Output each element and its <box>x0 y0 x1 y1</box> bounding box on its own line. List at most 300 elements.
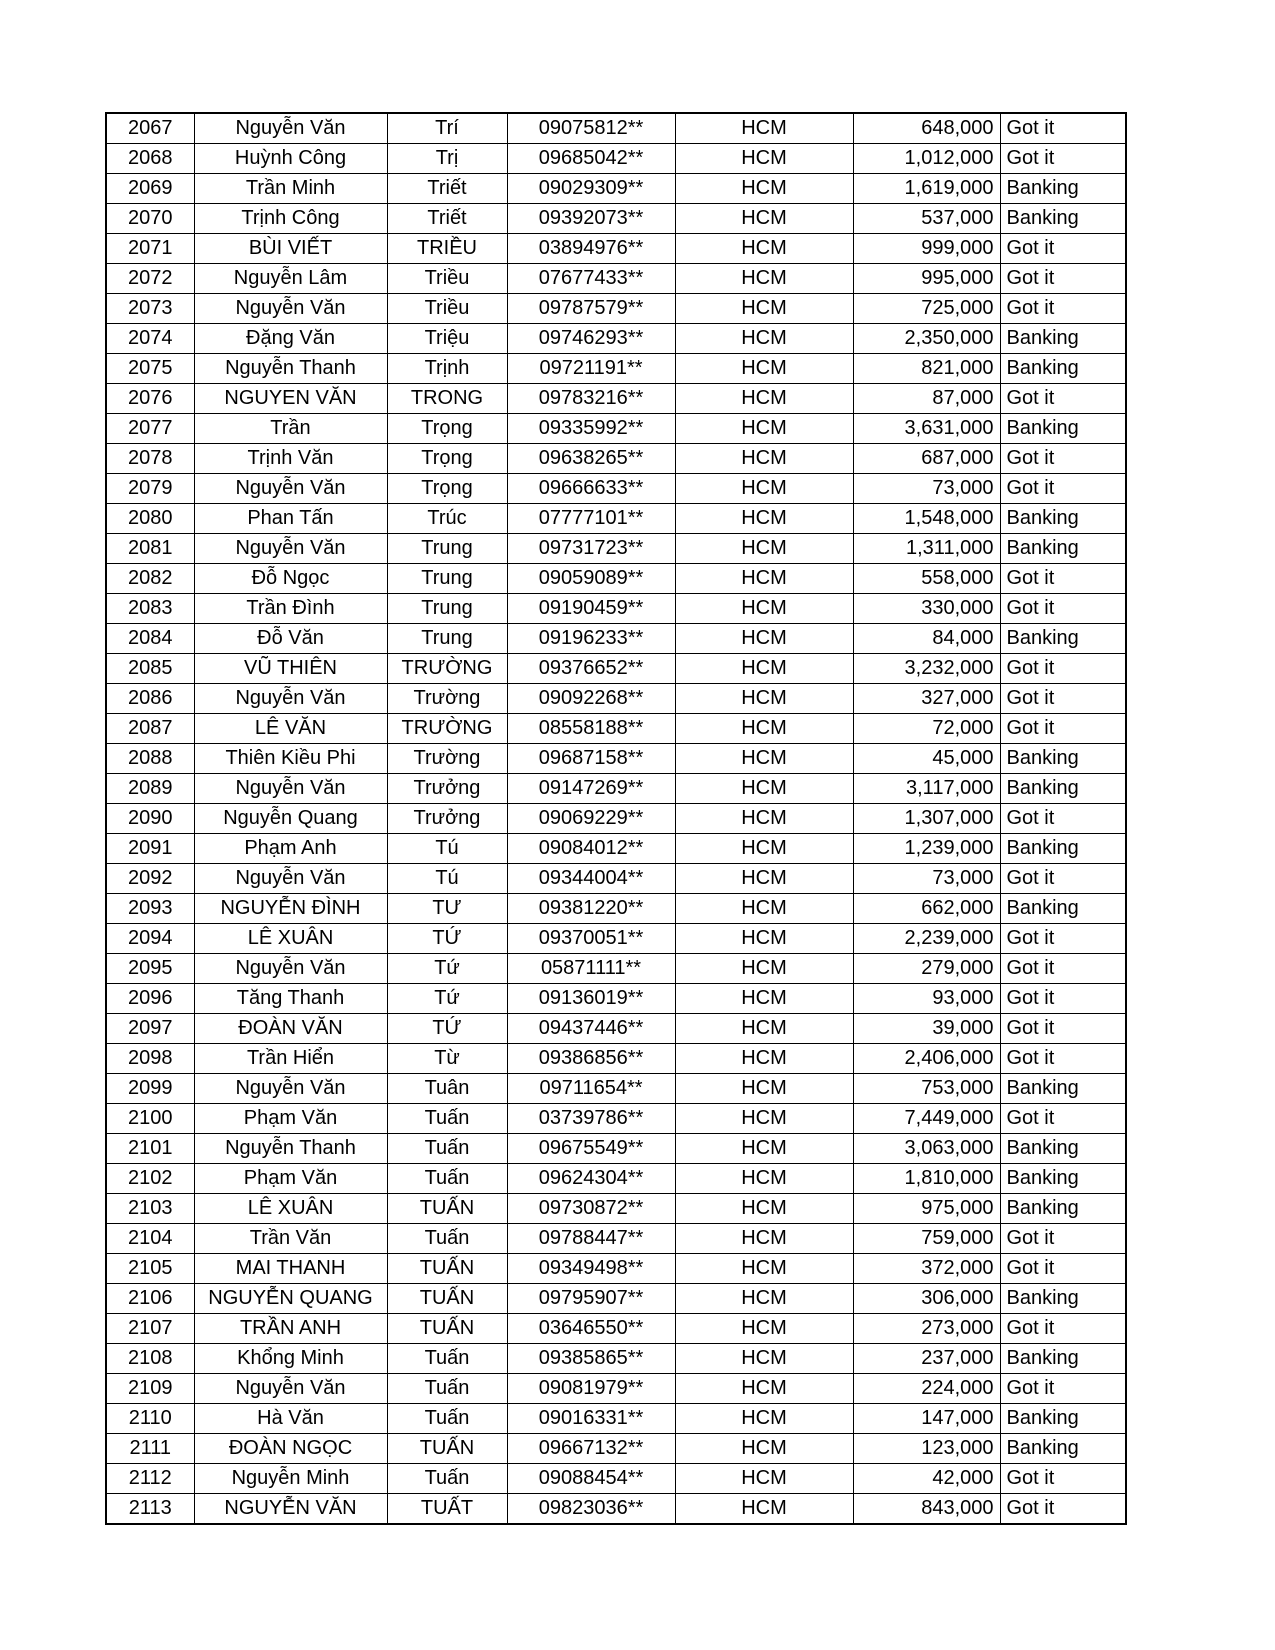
cell-surname: Phạm Văn <box>194 1164 387 1194</box>
cell-method: Got it <box>1000 1044 1126 1074</box>
cell-given-name: Trưởng <box>387 774 507 804</box>
cell-index: 2079 <box>106 474 194 504</box>
cell-method: Banking <box>1000 834 1126 864</box>
cell-surname: LÊ XUÂN <box>194 1194 387 1224</box>
cell-surname: Phạm Văn <box>194 1104 387 1134</box>
cell-index: 2097 <box>106 1014 194 1044</box>
cell-phone: 09081979** <box>507 1374 675 1404</box>
cell-city: HCM <box>675 564 853 594</box>
table-row <box>106 444 1126 474</box>
cell-method: Got it <box>1000 1314 1126 1344</box>
cell-index: 2095 <box>106 954 194 984</box>
cell-method: Got it <box>1000 113 1126 144</box>
cell-city: HCM <box>675 234 853 264</box>
cell-city: HCM <box>675 1284 853 1314</box>
cell-index: 2084 <box>106 624 194 654</box>
cell-method: Got it <box>1000 1374 1126 1404</box>
cell-method: Got it <box>1000 264 1126 294</box>
cell-phone: 09746293** <box>507 324 675 354</box>
cell-index: 2110 <box>106 1404 194 1434</box>
cell-index: 2069 <box>106 174 194 204</box>
cell-given-name: Trưởng <box>387 804 507 834</box>
cell-given-name: Trí <box>387 113 507 144</box>
cell-method: Got it <box>1000 594 1126 624</box>
table-row <box>106 714 1126 744</box>
cell-amount: 975,000 <box>853 1194 1000 1224</box>
cell-index: 2107 <box>106 1314 194 1344</box>
cell-city: HCM <box>675 1314 853 1344</box>
cell-amount: 330,000 <box>853 594 1000 624</box>
cell-phone: 09196233** <box>507 624 675 654</box>
cell-city: HCM <box>675 1164 853 1194</box>
cell-given-name: Tuấn <box>387 1374 507 1404</box>
cell-given-name: TUẤN <box>387 1314 507 1344</box>
cell-city: HCM <box>675 534 853 564</box>
table-row <box>106 354 1126 384</box>
cell-city: HCM <box>675 264 853 294</box>
cell-surname: MAI THANH <box>194 1254 387 1284</box>
cell-given-name: Trung <box>387 594 507 624</box>
cell-phone: 03739786** <box>507 1104 675 1134</box>
cell-given-name: Tuấn <box>387 1464 507 1494</box>
cell-city: HCM <box>675 894 853 924</box>
cell-phone: 03646550** <box>507 1314 675 1344</box>
table-row <box>106 1404 1126 1434</box>
cell-city: HCM <box>675 474 853 504</box>
table-row <box>106 204 1126 234</box>
cell-amount: 725,000 <box>853 294 1000 324</box>
cell-amount: 279,000 <box>853 954 1000 984</box>
cell-method: Got it <box>1000 984 1126 1014</box>
cell-index: 2089 <box>106 774 194 804</box>
cell-surname: Nguyễn Lâm <box>194 264 387 294</box>
cell-phone: 09783216** <box>507 384 675 414</box>
cell-phone: 09687158** <box>507 744 675 774</box>
table-row <box>106 1494 1126 1525</box>
table-row <box>106 1464 1126 1494</box>
cell-given-name: Tuân <box>387 1074 507 1104</box>
cell-phone: 09787579** <box>507 294 675 324</box>
cell-index: 2083 <box>106 594 194 624</box>
cell-amount: 1,548,000 <box>853 504 1000 534</box>
cell-index: 2070 <box>106 204 194 234</box>
cell-phone: 09381220** <box>507 894 675 924</box>
cell-index: 2091 <box>106 834 194 864</box>
cell-index: 2101 <box>106 1134 194 1164</box>
cell-amount: 327,000 <box>853 684 1000 714</box>
cell-method: Got it <box>1000 804 1126 834</box>
cell-index: 2094 <box>106 924 194 954</box>
cell-city: HCM <box>675 1224 853 1254</box>
cell-city: HCM <box>675 834 853 864</box>
cell-surname: BÙI VIẾT <box>194 234 387 264</box>
cell-city: HCM <box>675 924 853 954</box>
cell-surname: Nguyễn Văn <box>194 954 387 984</box>
cell-given-name: Trường <box>387 684 507 714</box>
cell-phone: 08558188** <box>507 714 675 744</box>
cell-city: HCM <box>675 414 853 444</box>
cell-surname: Nguyễn Văn <box>194 684 387 714</box>
cell-surname: Thiên Kiều Phi <box>194 744 387 774</box>
cell-phone: 03894976** <box>507 234 675 264</box>
cell-phone: 09029309** <box>507 174 675 204</box>
cell-method: Got it <box>1000 1464 1126 1494</box>
cell-surname: Tăng Thanh <box>194 984 387 1014</box>
cell-given-name: Trịnh <box>387 354 507 384</box>
cell-index: 2077 <box>106 414 194 444</box>
cell-method: Got it <box>1000 1254 1126 1284</box>
cell-amount: 147,000 <box>853 1404 1000 1434</box>
cell-given-name: Từ <box>387 1044 507 1074</box>
cell-amount: 237,000 <box>853 1344 1000 1374</box>
cell-phone: 09349498** <box>507 1254 675 1284</box>
cell-surname: Nguyễn Văn <box>194 294 387 324</box>
cell-method: Banking <box>1000 1164 1126 1194</box>
cell-amount: 3,117,000 <box>853 774 1000 804</box>
cell-amount: 687,000 <box>853 444 1000 474</box>
table-row <box>106 804 1126 834</box>
cell-method: Got it <box>1000 924 1126 954</box>
cell-method: Got it <box>1000 684 1126 714</box>
cell-city: HCM <box>675 1254 853 1284</box>
table-row <box>106 1044 1126 1074</box>
cell-amount: 1,810,000 <box>853 1164 1000 1194</box>
cell-phone: 09675549** <box>507 1134 675 1164</box>
cell-given-name: TRONG <box>387 384 507 414</box>
cell-index: 2103 <box>106 1194 194 1224</box>
cell-given-name: Trị <box>387 144 507 174</box>
cell-surname: Nguyễn Văn <box>194 864 387 894</box>
cell-given-name: Tú <box>387 864 507 894</box>
cell-amount: 759,000 <box>853 1224 1000 1254</box>
cell-surname: NGUYỄN VĂN <box>194 1494 387 1525</box>
cell-given-name: Trung <box>387 564 507 594</box>
cell-city: HCM <box>675 1194 853 1224</box>
cell-method: Got it <box>1000 444 1126 474</box>
cell-method: Got it <box>1000 564 1126 594</box>
cell-index: 2099 <box>106 1074 194 1104</box>
cell-method: Banking <box>1000 774 1126 804</box>
cell-index: 2112 <box>106 1464 194 1494</box>
cell-index: 2096 <box>106 984 194 1014</box>
cell-surname: Nguyễn Minh <box>194 1464 387 1494</box>
cell-surname: Nguyễn Văn <box>194 1374 387 1404</box>
cell-given-name: TỨ <box>387 1014 507 1044</box>
table-row <box>106 654 1126 684</box>
cell-method: Banking <box>1000 504 1126 534</box>
cell-city: HCM <box>675 864 853 894</box>
table-row <box>106 924 1126 954</box>
cell-index: 2109 <box>106 1374 194 1404</box>
table-row <box>106 1074 1126 1104</box>
cell-method: Banking <box>1000 1344 1126 1374</box>
cell-index: 2111 <box>106 1434 194 1464</box>
cell-index: 2068 <box>106 144 194 174</box>
cell-amount: 2,239,000 <box>853 924 1000 954</box>
cell-given-name: Trọng <box>387 444 507 474</box>
cell-given-name: TUẤN <box>387 1194 507 1224</box>
cell-city: HCM <box>675 1104 853 1134</box>
cell-index: 2080 <box>106 504 194 534</box>
cell-phone: 09088454** <box>507 1464 675 1494</box>
cell-amount: 372,000 <box>853 1254 1000 1284</box>
cell-index: 2092 <box>106 864 194 894</box>
table-row <box>106 984 1126 1014</box>
cell-given-name: TUẤN <box>387 1284 507 1314</box>
cell-amount: 537,000 <box>853 204 1000 234</box>
cell-index: 2081 <box>106 534 194 564</box>
cell-surname: Trần Văn <box>194 1224 387 1254</box>
cell-index: 2076 <box>106 384 194 414</box>
table-row <box>106 684 1126 714</box>
cell-phone: 09147269** <box>507 774 675 804</box>
cell-surname: Trịnh Văn <box>194 444 387 474</box>
cell-given-name: Trung <box>387 534 507 564</box>
cell-index: 2105 <box>106 1254 194 1284</box>
cell-index: 2088 <box>106 744 194 774</box>
cell-city: HCM <box>675 774 853 804</box>
cell-amount: 558,000 <box>853 564 1000 594</box>
table-row <box>106 894 1126 924</box>
cell-city: HCM <box>675 1044 853 1074</box>
table-row <box>106 174 1126 204</box>
table-row <box>106 1254 1126 1284</box>
cell-surname: Hà Văn <box>194 1404 387 1434</box>
cell-city: HCM <box>675 504 853 534</box>
cell-method: Banking <box>1000 354 1126 384</box>
table-row <box>106 414 1126 444</box>
table-row <box>106 1344 1126 1374</box>
cell-phone: 07777101** <box>507 504 675 534</box>
cell-method: Banking <box>1000 1194 1126 1224</box>
cell-amount: 306,000 <box>853 1284 1000 1314</box>
cell-method: Got it <box>1000 954 1126 984</box>
cell-index: 2086 <box>106 684 194 714</box>
cell-method: Got it <box>1000 144 1126 174</box>
cell-surname: VŨ THIÊN <box>194 654 387 684</box>
cell-method: Got it <box>1000 1494 1126 1525</box>
table-row <box>106 1224 1126 1254</box>
cell-amount: 1,311,000 <box>853 534 1000 564</box>
cell-given-name: Tứ <box>387 984 507 1014</box>
cell-city: HCM <box>675 1494 853 1525</box>
cell-surname: Nguyễn Thanh <box>194 1134 387 1164</box>
table-row <box>106 774 1126 804</box>
cell-city: HCM <box>675 624 853 654</box>
cell-index: 2075 <box>106 354 194 384</box>
cell-surname: Nguyễn Văn <box>194 774 387 804</box>
cell-given-name: Trọng <box>387 474 507 504</box>
cell-phone: 09016331** <box>507 1404 675 1434</box>
cell-method: Got it <box>1000 234 1126 264</box>
cell-amount: 995,000 <box>853 264 1000 294</box>
cell-city: HCM <box>675 804 853 834</box>
cell-phone: 09335992** <box>507 414 675 444</box>
cell-surname: Huỳnh Công <box>194 144 387 174</box>
cell-city: HCM <box>675 384 853 414</box>
cell-city: HCM <box>675 444 853 474</box>
cell-index: 2108 <box>106 1344 194 1374</box>
cell-surname: LÊ VĂN <box>194 714 387 744</box>
cell-index: 2071 <box>106 234 194 264</box>
cell-phone: 09685042** <box>507 144 675 174</box>
cell-method: Banking <box>1000 534 1126 564</box>
cell-surname: Đỗ Văn <box>194 624 387 654</box>
cell-method: Got it <box>1000 654 1126 684</box>
cell-city: HCM <box>675 113 853 144</box>
cell-method: Got it <box>1000 1014 1126 1044</box>
cell-method: Got it <box>1000 864 1126 894</box>
cell-given-name: TRƯỜNG <box>387 714 507 744</box>
cell-city: HCM <box>675 1344 853 1374</box>
cell-amount: 7,449,000 <box>853 1104 1000 1134</box>
cell-given-name: Tuấn <box>387 1134 507 1164</box>
cell-surname: ĐOÀN VĂN <box>194 1014 387 1044</box>
cell-phone: 09437446** <box>507 1014 675 1044</box>
cell-surname: Nguyễn Thanh <box>194 354 387 384</box>
cell-amount: 42,000 <box>853 1464 1000 1494</box>
cell-given-name: Tuấn <box>387 1104 507 1134</box>
table-row <box>106 564 1126 594</box>
table-row <box>106 1014 1126 1044</box>
cell-city: HCM <box>675 1014 853 1044</box>
cell-surname: Đỗ Ngọc <box>194 564 387 594</box>
table-row <box>106 113 1126 144</box>
cell-index: 2074 <box>106 324 194 354</box>
cell-given-name: Tú <box>387 834 507 864</box>
cell-city: HCM <box>675 204 853 234</box>
cell-method: Banking <box>1000 894 1126 924</box>
cell-given-name: Trường <box>387 744 507 774</box>
cell-phone: 09721191** <box>507 354 675 384</box>
cell-amount: 662,000 <box>853 894 1000 924</box>
cell-method: Got it <box>1000 1224 1126 1254</box>
cell-phone: 09392073** <box>507 204 675 234</box>
cell-phone: 09667132** <box>507 1434 675 1464</box>
cell-surname: NGUYỄN QUANG <box>194 1284 387 1314</box>
cell-amount: 87,000 <box>853 384 1000 414</box>
cell-given-name: TUẤN <box>387 1434 507 1464</box>
table-row <box>106 1194 1126 1224</box>
cell-phone: 09069229** <box>507 804 675 834</box>
table-row <box>106 594 1126 624</box>
cell-amount: 84,000 <box>853 624 1000 654</box>
cell-surname: Đặng Văn <box>194 324 387 354</box>
cell-phone: 09730872** <box>507 1194 675 1224</box>
cell-amount: 843,000 <box>853 1494 1000 1525</box>
cell-method: Got it <box>1000 1104 1126 1134</box>
cell-index: 2113 <box>106 1494 194 1525</box>
cell-phone: 09136019** <box>507 984 675 1014</box>
cell-amount: 73,000 <box>853 864 1000 894</box>
cell-city: HCM <box>675 1074 853 1104</box>
cell-phone: 09386856** <box>507 1044 675 1074</box>
cell-given-name: TRƯỜNG <box>387 654 507 684</box>
cell-index: 2087 <box>106 714 194 744</box>
cell-phone: 09059089** <box>507 564 675 594</box>
cell-given-name: TỨ <box>387 924 507 954</box>
cell-amount: 1,619,000 <box>853 174 1000 204</box>
cell-phone: 09823036** <box>507 1494 675 1525</box>
cell-city: HCM <box>675 954 853 984</box>
cell-phone: 09376652** <box>507 654 675 684</box>
cell-amount: 1,307,000 <box>853 804 1000 834</box>
cell-index: 2098 <box>106 1044 194 1074</box>
cell-amount: 648,000 <box>853 113 1000 144</box>
cell-phone: 09788447** <box>507 1224 675 1254</box>
cell-index: 2067 <box>106 113 194 144</box>
table-row <box>106 1284 1126 1314</box>
cell-given-name: Tuấn <box>387 1404 507 1434</box>
cell-method: Banking <box>1000 174 1126 204</box>
cell-method: Got it <box>1000 294 1126 324</box>
table-row <box>106 324 1126 354</box>
cell-amount: 39,000 <box>853 1014 1000 1044</box>
table-row <box>106 834 1126 864</box>
cell-surname: Trần <box>194 414 387 444</box>
table-row <box>106 1134 1126 1164</box>
cell-surname: Nguyễn Văn <box>194 474 387 504</box>
cell-index: 2090 <box>106 804 194 834</box>
table-row <box>106 1164 1126 1194</box>
cell-phone: 09370051** <box>507 924 675 954</box>
cell-given-name: Triều <box>387 294 507 324</box>
cell-phone: 09092268** <box>507 684 675 714</box>
cell-method: Banking <box>1000 1134 1126 1164</box>
table-row <box>106 474 1126 504</box>
cell-phone: 09731723** <box>507 534 675 564</box>
cell-city: HCM <box>675 324 853 354</box>
cell-method: Got it <box>1000 714 1126 744</box>
cell-city: HCM <box>675 1434 853 1464</box>
cell-amount: 3,063,000 <box>853 1134 1000 1164</box>
cell-amount: 2,406,000 <box>853 1044 1000 1074</box>
cell-index: 2082 <box>106 564 194 594</box>
cell-city: HCM <box>675 354 853 384</box>
cell-method: Banking <box>1000 1434 1126 1464</box>
table-row <box>106 744 1126 774</box>
cell-phone: 05871111** <box>507 954 675 984</box>
table-row <box>106 504 1126 534</box>
payout-table <box>105 112 1127 1525</box>
cell-surname: Phan Tấn <box>194 504 387 534</box>
cell-given-name: TƯ <box>387 894 507 924</box>
cell-index: 2078 <box>106 444 194 474</box>
cell-given-name: Triết <box>387 204 507 234</box>
cell-amount: 224,000 <box>853 1374 1000 1404</box>
cell-given-name: Triệu <box>387 324 507 354</box>
cell-surname: NGUYEN VĂN <box>194 384 387 414</box>
cell-amount: 93,000 <box>853 984 1000 1014</box>
cell-given-name: Triết <box>387 174 507 204</box>
cell-city: HCM <box>675 1404 853 1434</box>
cell-phone: 09711654** <box>507 1074 675 1104</box>
table-row <box>106 864 1126 894</box>
cell-city: HCM <box>675 174 853 204</box>
cell-index: 2106 <box>106 1284 194 1314</box>
table-row <box>106 1314 1126 1344</box>
cell-phone: 09084012** <box>507 834 675 864</box>
cell-surname: TRẦN ANH <box>194 1314 387 1344</box>
cell-amount: 821,000 <box>853 354 1000 384</box>
cell-method: Got it <box>1000 384 1126 414</box>
cell-phone: 09344004** <box>507 864 675 894</box>
cell-amount: 753,000 <box>853 1074 1000 1104</box>
cell-amount: 72,000 <box>853 714 1000 744</box>
cell-amount: 273,000 <box>853 1314 1000 1344</box>
cell-phone: 07677433** <box>507 264 675 294</box>
table-row <box>106 144 1126 174</box>
